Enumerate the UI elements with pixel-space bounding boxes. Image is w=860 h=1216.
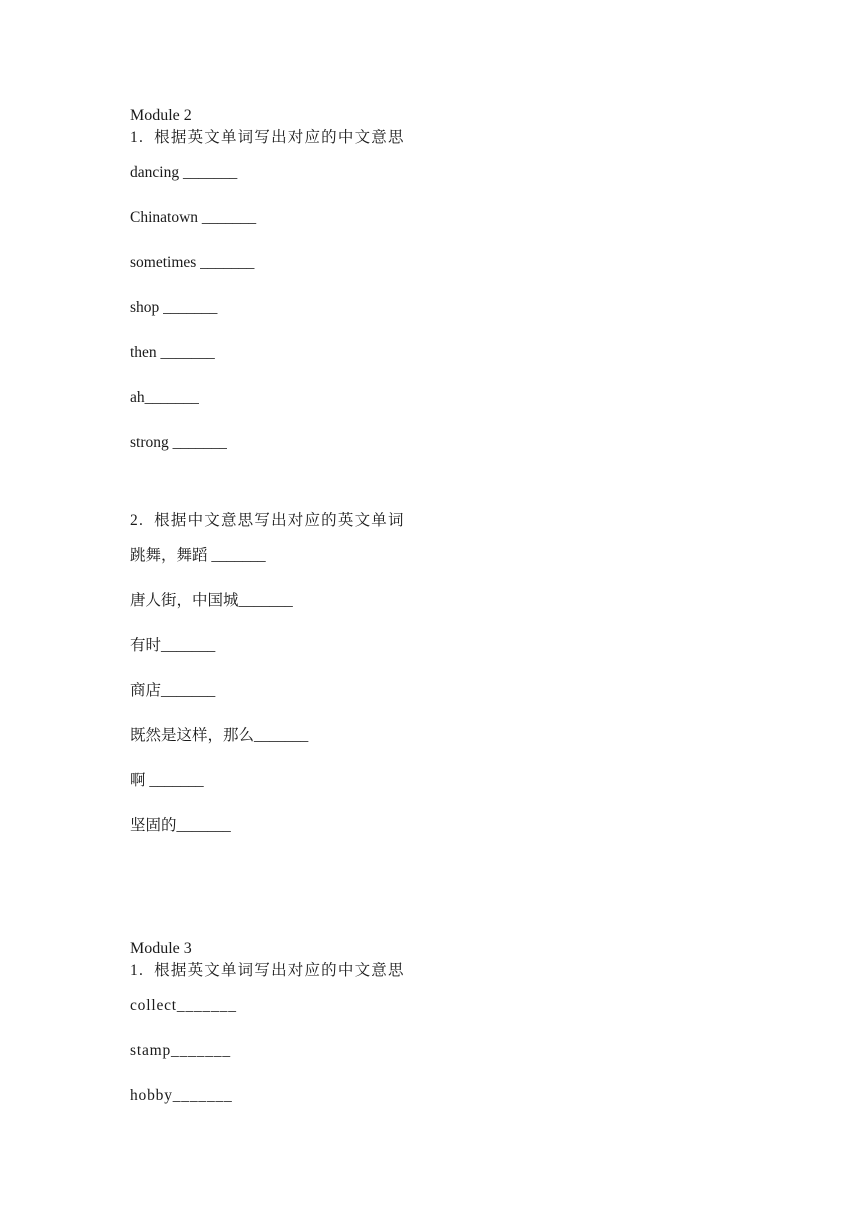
module2-section1-instruction: 1. 根据英文单词写出对应的中文意思 <box>130 129 405 146</box>
module3-title: Module 3 <box>130 940 192 957</box>
vocab-item: 有时_______ <box>130 637 216 654</box>
vocab-item: 唐人街，中国城_______ <box>130 592 293 609</box>
vocab-item: collect_______ <box>130 997 237 1014</box>
vocab-item: stamp_______ <box>130 1042 231 1059</box>
vocab-item: 商店_______ <box>130 682 216 699</box>
vocab-item: dancing _______ <box>130 164 238 181</box>
vocab-item: 既然是这样，那么_______ <box>130 727 309 744</box>
vocab-item: then _______ <box>130 344 215 361</box>
vocab-item: 跳舞，舞蹈 _______ <box>130 547 266 564</box>
vocab-item: shop _______ <box>130 299 218 316</box>
vocab-item: Chinatown _______ <box>130 209 257 226</box>
vocab-item: 啊 _______ <box>130 772 204 789</box>
module2-title: Module 2 <box>130 107 192 124</box>
vocab-item: strong _______ <box>130 434 227 451</box>
module2-section2-instruction: 2. 根据中文意思写出对应的英文单词 <box>130 512 405 529</box>
vocab-item: ah_______ <box>130 389 199 406</box>
module3-section1-instruction: 1. 根据英文单词写出对应的中文意思 <box>130 962 405 979</box>
vocab-item: sometimes _______ <box>130 254 255 271</box>
vocab-item: hobby_______ <box>130 1087 233 1104</box>
vocab-item: 坚固的_______ <box>130 817 231 834</box>
